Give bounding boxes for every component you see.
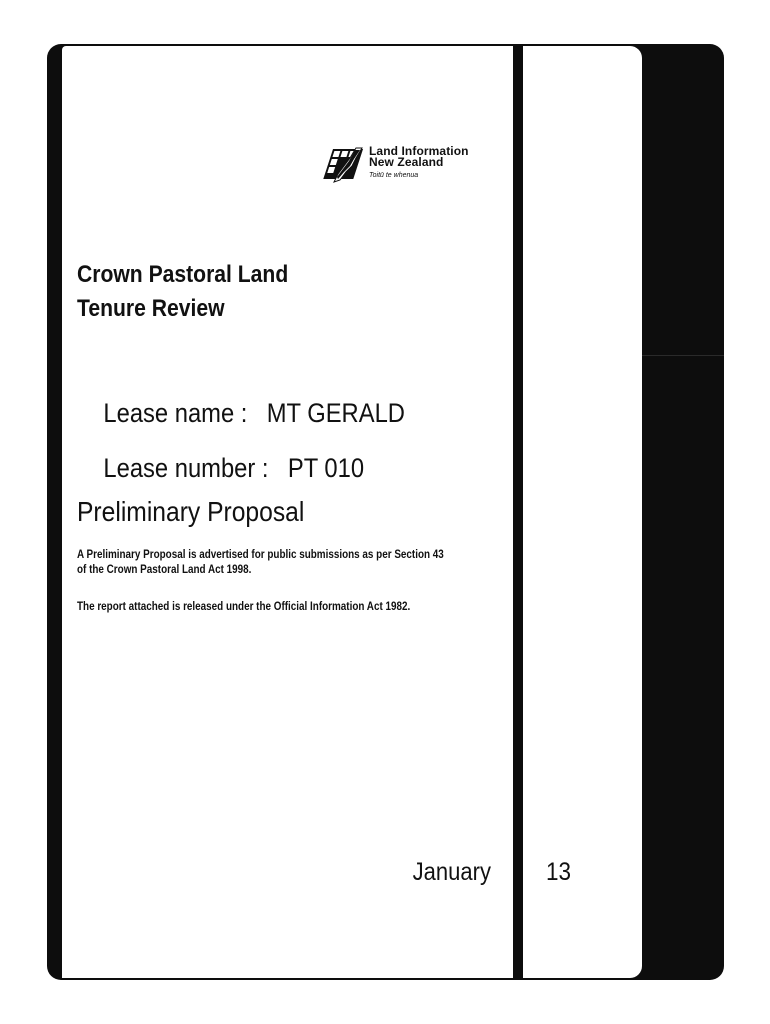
logo-line-1: Land Information [369,144,469,158]
logo-tagline: Toitū te whenua [369,172,419,179]
document-title [77,258,288,326]
tab-number: 13 [546,858,572,886]
title-line-2: Tenure Review [77,295,225,322]
nz-map-icon [322,146,366,184]
date-month: January [412,858,491,886]
side-tab [523,46,642,978]
oia-note: The report attached is released under the Official Information Act 1982. [77,601,411,613]
lease-name-value: MT GERALD [266,398,405,428]
lease-number-label: Lease number : [103,453,269,483]
lease-number-value: PT 010 [287,453,365,483]
logo-line-2: New Zealand [369,155,444,169]
logo-wordmark [369,146,469,181]
lease-name-label: Lease name : [103,398,248,428]
submission-note: A Preliminary Proposal is advertised for public submissions as per Section 43 of the Crown Pastoral Land Act 1998. [77,549,444,576]
section-heading: Preliminary Proposal [77,496,305,527]
title-line-1: Crown Pastoral Land [77,261,289,288]
cover-seam [642,355,724,356]
linz-logo [322,144,492,186]
